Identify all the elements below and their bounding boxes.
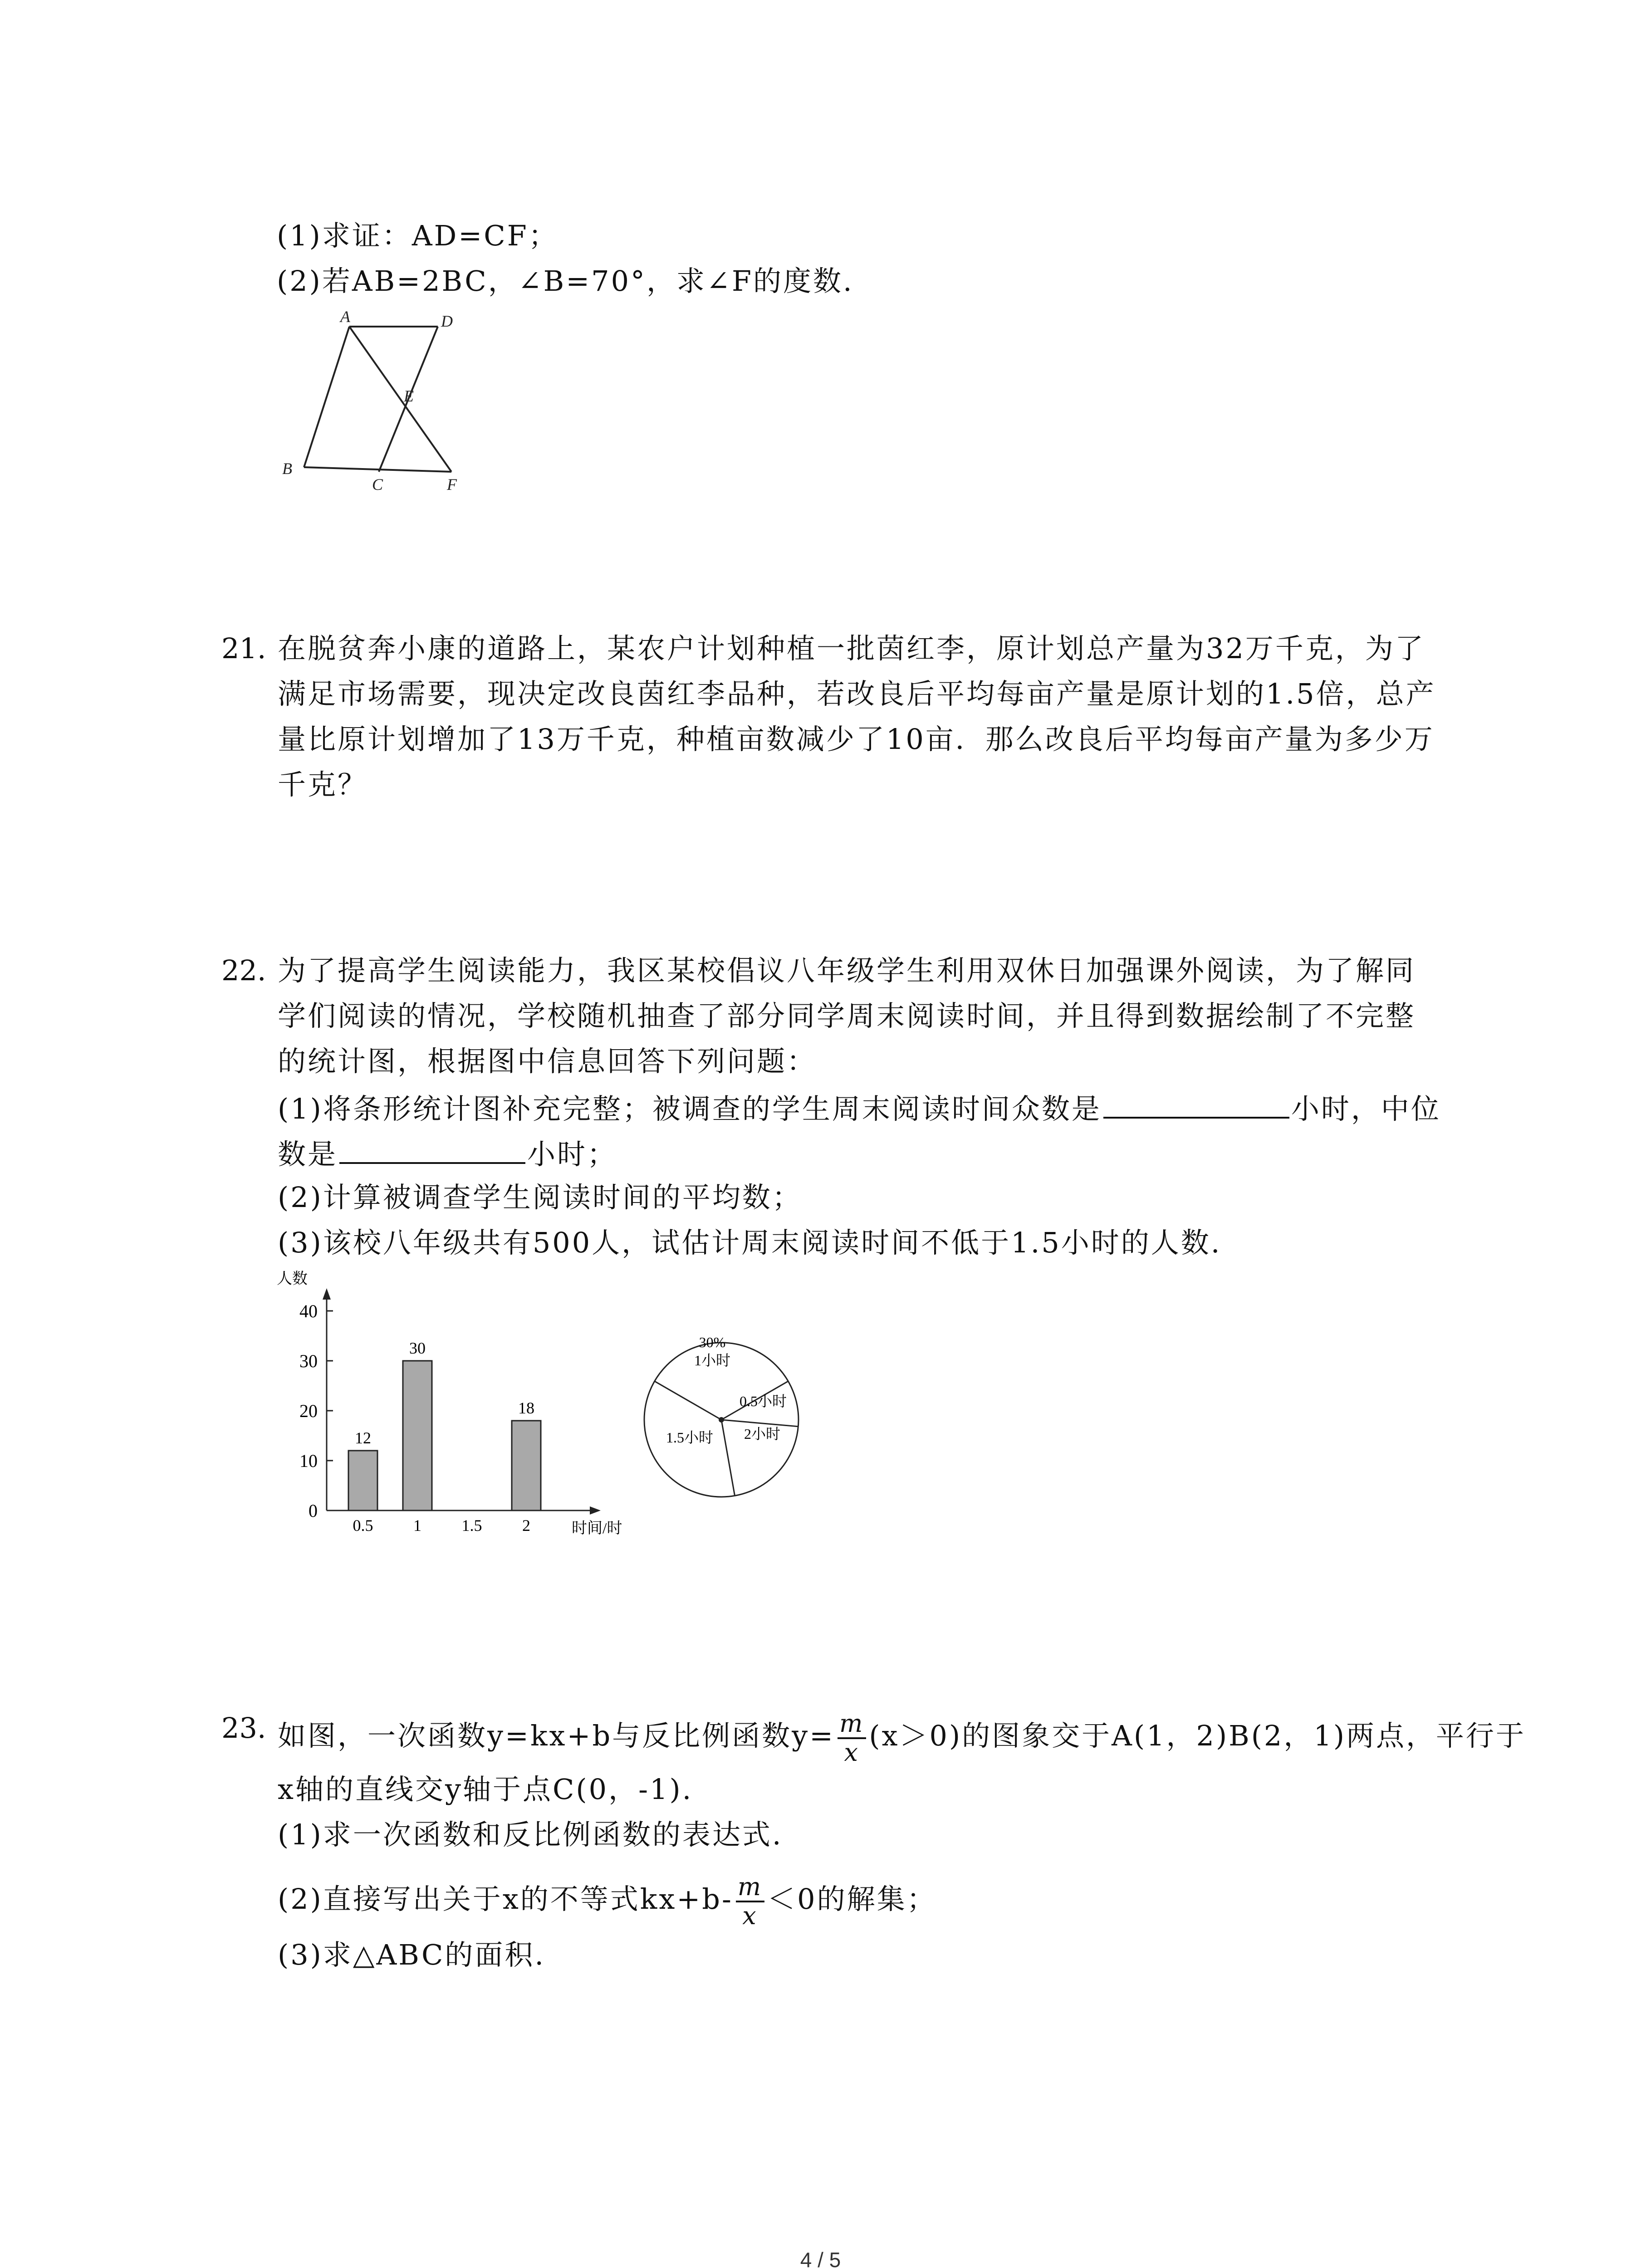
y-tick-label: 10 (299, 1451, 318, 1471)
fraction-numerator-2: m (736, 1873, 764, 1902)
fraction-numerator: m (838, 1710, 866, 1739)
q22-line-3: 的统计图，根据图中信息回答下列问题： (278, 1045, 817, 1078)
q23-part1: (1)求一次函数和反比例函数的表达式. (278, 1818, 783, 1851)
pie-slice-percent: 30% (699, 1334, 726, 1350)
x-tick-label: 2 (522, 1516, 530, 1535)
pie-slice-label: 1.5小时 (666, 1429, 714, 1446)
parallelogram-figure (272, 304, 526, 499)
q22-part1-text-a: (1)将条形统计图补充完整；被调查的学生周末阅读时间众数是 (278, 1092, 1102, 1125)
x-axis-arrow (590, 1506, 601, 1515)
bar (403, 1361, 432, 1510)
label-d: D (441, 312, 453, 330)
q23-line-1 (278, 1710, 1526, 1766)
fraction-m-over-x-2 (736, 1873, 764, 1930)
label-e: E (404, 387, 414, 405)
q23-number: 23. (221, 1711, 266, 1745)
reading-time-pie-chart (635, 1334, 808, 1506)
q23-part2-text-b: ＜0的解集； (767, 1882, 937, 1916)
q22-part1-text-b: 小时，中位 (1291, 1092, 1441, 1125)
bar (512, 1421, 541, 1510)
x-tick-label: 1 (413, 1516, 421, 1535)
label-f: F (447, 475, 457, 494)
q21-line-3: 量比原计划增加了13万千克，种植亩数减少了10亩．那么改良后平均每亩产量为多少万 (278, 723, 1435, 756)
q22-line-1: 为了提高学生阅读能力，我区某校倡议八年级学生利用双休日加强课外阅读，为了解同 (278, 954, 1416, 987)
q21-number: 21. (221, 632, 266, 665)
y-tick-label: 20 (299, 1401, 318, 1421)
q22-number: 22. (221, 954, 266, 987)
q22-part2: (2)计算被调查学生阅读时间的平均数； (278, 1181, 802, 1214)
y-tick-label: 0 (309, 1501, 318, 1521)
q22-part1-line2 (278, 1134, 617, 1173)
label-c: C (372, 475, 383, 494)
y-tick-label: 40 (299, 1301, 318, 1321)
bar-data-label: 12 (355, 1429, 371, 1447)
q22-line-2: 学们阅读的情况，学校随机抽查了部分同学周末阅读时间，并且得到数据绘制了不完整 (278, 999, 1416, 1032)
q20-part1: (1)求证：AD=CF； (277, 219, 558, 252)
q21-line-1: 在脱贫奔小康的道路上，某农户计划种植一批茵红李，原计划总产量为32万千克，为了 (278, 632, 1425, 665)
x-tick-label: 0.5 (353, 1516, 373, 1535)
fraction-m-over-x (838, 1710, 866, 1766)
fraction-denominator: x (844, 1738, 860, 1767)
fraction-denominator-2: x (742, 1901, 758, 1930)
q23-text-b: (x＞0)的图象交于A(1，2)B(2，1)两点，平行于 (869, 1719, 1526, 1753)
pie-slice-label: 1小时 (694, 1352, 731, 1369)
y-tick-label: 30 (299, 1351, 318, 1371)
q22-part1-text-c: 数是 (278, 1138, 338, 1171)
median-answer-blank[interactable] (339, 1134, 525, 1164)
bar (348, 1451, 377, 1510)
page-number: 4 / 5 (800, 2248, 841, 2268)
q22-part1-line1 (278, 1089, 1441, 1127)
q20-part2: (2)若AB=2BC，∠B=70°，求∠F的度数. (277, 264, 854, 298)
bar-data-label: 30 (409, 1339, 426, 1357)
q23-text-a: 如图，一次函数y=kx+b与反比例函数y= (278, 1719, 835, 1753)
pie-slice-label: 0.5小时 (739, 1393, 787, 1409)
pie-slice-label: 2小时 (744, 1426, 781, 1442)
mode-answer-blank[interactable] (1103, 1089, 1289, 1119)
label-a: A (340, 308, 350, 326)
y-axis-arrow (323, 1288, 331, 1300)
q23-line-2: x轴的直线交y轴于点C(0，-1). (278, 1773, 693, 1806)
reading-time-bar-chart (272, 1266, 626, 1538)
y-axis-label: 人数 (277, 1271, 308, 1287)
pie-center (719, 1417, 724, 1422)
x-axis-label: 时间/时 (572, 1520, 622, 1537)
q22-part1-text-d: 小时； (527, 1138, 617, 1171)
bar-data-label: 18 (518, 1399, 534, 1417)
label-b: B (282, 459, 292, 478)
q22-part3: (3)该校八年级共有500人，试估计周末阅读时间不低于1.5小时的人数. (278, 1226, 1222, 1259)
q23-part3: (3)求△ABC的面积. (278, 1938, 546, 1971)
q21-line-2: 满足市场需要，现决定改良茵红李品种，若改良后平均每亩产量是原计划的1.5倍，总产 (278, 677, 1436, 710)
q21-line-4: 千克？ (278, 768, 368, 801)
q23-part2-text-a: (2)直接写出关于x的不等式kx+b- (278, 1882, 733, 1916)
x-tick-label: 1.5 (461, 1516, 482, 1535)
q23-part2 (278, 1873, 937, 1930)
